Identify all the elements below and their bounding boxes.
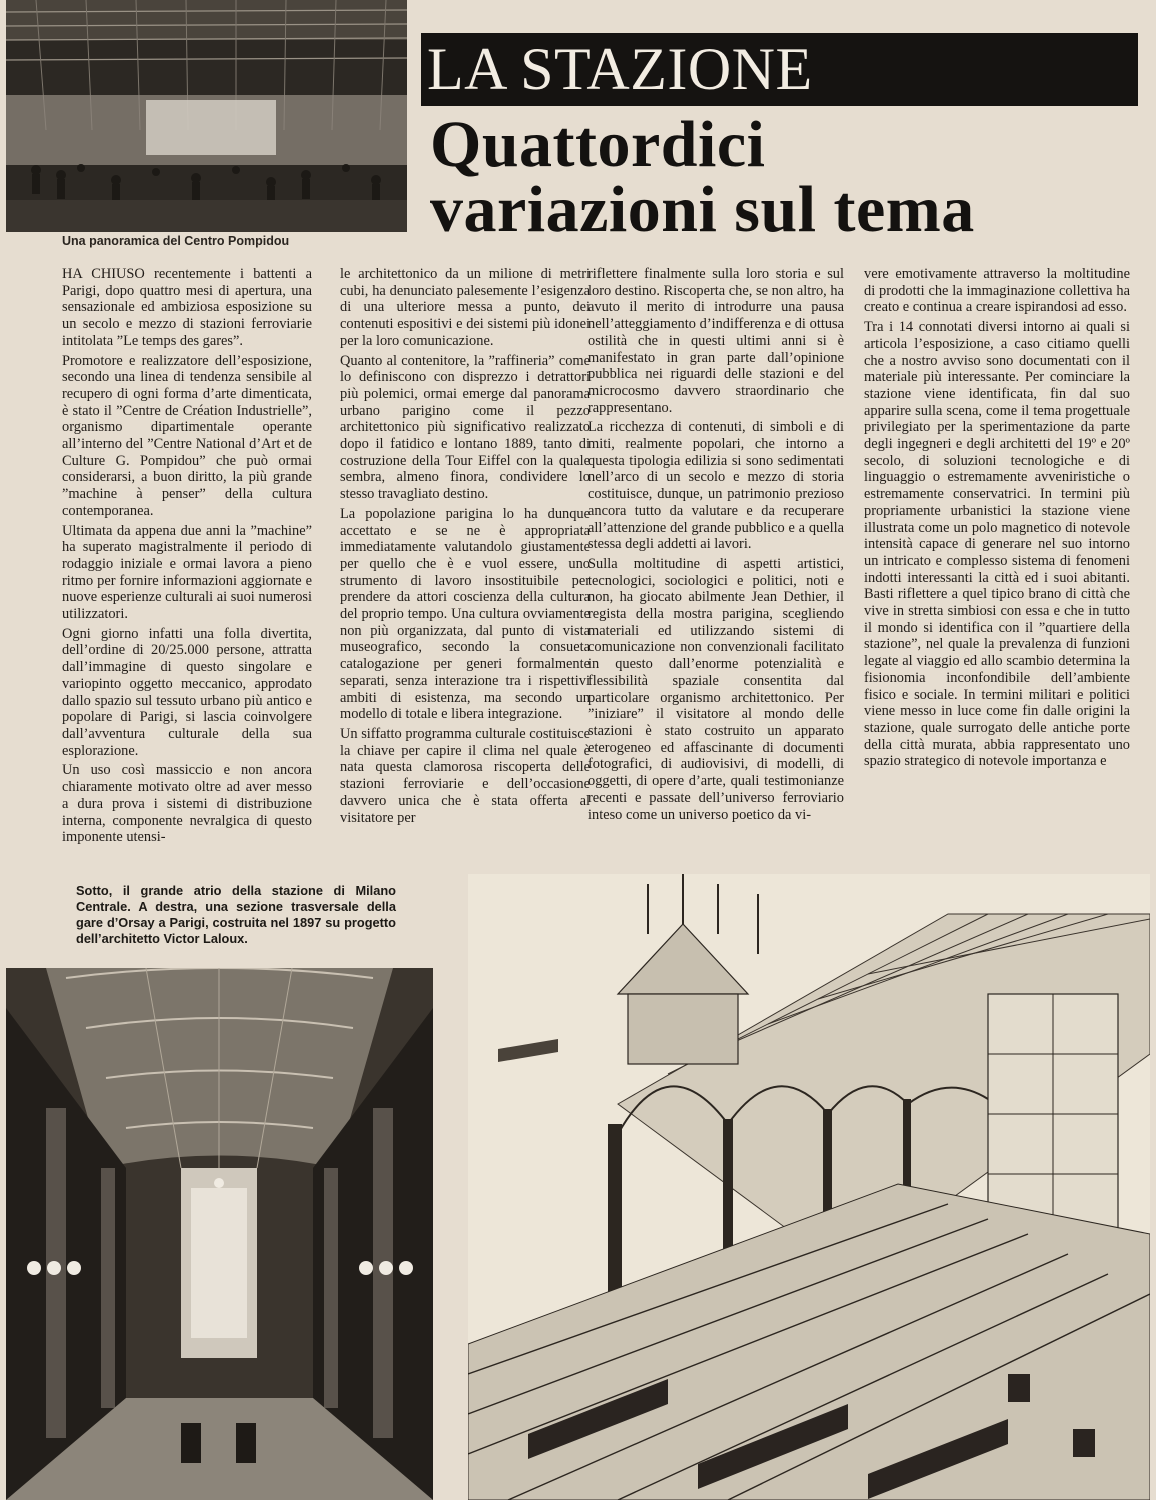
paragraph: HA CHIUSO recentemente i battenti a Parigi, dopo quattro mesi di apertura, una sensazionale ed ambiziosa esposizione su un secolo e mezzo di stazioni ferroviarie intitolata ”Le temps des gares”. <box>62 266 312 349</box>
kicker-banner <box>421 33 1138 106</box>
paragraph: Ogni giorno infatti una folla divertita, dell’ordine di 20/25.000 persone, attratta dall’immagine di questo singolare e variopinto oggetto meccanico, approdato dallo spazio sul tessuto urbano più antico e popolare di Parigi, si lascia coinvolgere dall’avventura culturale della sua esplorazione. <box>62 625 312 759</box>
paragraph: Un uso così massiccio e non ancora chiaramente motivato oltre ad aver messo a dura prova i sistemi di distribuzione interna, componente nevralgica di questo imponente utensi- <box>62 762 312 846</box>
paragraph: le architettonico da un milione di metri cubi, ha denunciato palesemente l’esigenza di una ulteriore messa a punto, dei contenuti espositivi e dei sistemi più idonei per la loro comunicazione. <box>340 266 590 349</box>
paragraph: riflettere finalmente sulla loro storia e sul loro destino. Riscoperta che, se non altro, ha avuto il merito di introdurre una pausa nell’atteggiamento d’indifferenza e di ottusa ostilità che in questi ultimi anni si è manifestato in gran parte dall’opinione pubblica nei riguardi delle stazioni e del microcosmo davvero straordinario che rappresentano. <box>588 266 844 416</box>
headline-line-2: variazioni sul tema <box>430 173 975 246</box>
article-column-2 <box>340 266 590 829</box>
paragraph: Quanto al contenitore, la ”raffineria” come lo definiscono con disprezzo i detrattori più polemici, ormai emerge dal panorama urbano parigino come il pezzo architettonico più significativo realizzato dopo il fatidico e lontano 1889, tanto di costruzione della Tour Eiffel con la quale sembra, almeno finora, condividere lo stesso travagliato destino. <box>340 352 590 503</box>
paragraph: Ultimata da appena due anni la ”machine” ha superato magistralmente il periodo di rodaggio iniziale e ormai lavora a pieno ritmo per fornire informazioni aggiornate e nuove esperienze culturali ai suoi numerosi utilizzatori. <box>62 522 312 623</box>
pompidou-caption: Una panoramica del Centro Pompidou <box>62 234 290 248</box>
headline-line-1: Quattordici <box>430 108 766 181</box>
article-column-4 <box>864 266 1130 773</box>
paragraph: La popolazione parigina lo ha dunque accettato e se ne è appropriata immediatamente valutandolo giustamente per quello che è e vuol essere, uno strumento di lavoro insostituibile per prendere da attori coscienza della cultura del proprio tempo. Una cultura ovviamente non più organizzata, dal punto di vista museografico, secondo la consueta catalogazione per generi formalmente separati, senza interazione tra i rispettivi ambiti di esistenza, ma secondo un modello di totale e libera integrazione. <box>340 505 590 723</box>
pompidou-photo <box>6 0 407 232</box>
headline <box>430 108 975 246</box>
article-column-1 <box>62 266 312 849</box>
paragraph: Un siffatto programma culturale costituisce la chiave per capire il clima nel quale è nata questa clamorosa riscoperta delle stazioni ferroviarie e dell’occasione davvero unica che è stata offerta al visitatore per <box>340 725 590 826</box>
paragraph: La ricchezza di contenuti, di simboli e di miti, realmente popolari, che intorno a questa tipologia edilizia si sono sedimentati nell’arco di un secolo e mezzo di storia costituisce, dunque, un patrimonio prezioso ancora tutto da valutare e da recuperare all’attenzione del grande pubblico e a quella stessa degli addetti ai lavori. <box>588 419 844 553</box>
milano-centrale-photo <box>6 968 433 1500</box>
paragraph: vere emotivamente attraverso la moltitudine di prodotti che la immaginazione collettiva ha creato e continua a creare ispirandosi ad esso. <box>864 266 1130 316</box>
gare-orsay-illustration <box>468 874 1150 1500</box>
section-kicker: LA STAZIONE <box>427 36 813 102</box>
article-column-3 <box>588 266 844 826</box>
bottom-caption: Sotto, il grande atrio della stazione di Milano Centrale. A destra, una sezione trasversale della gare d’Orsay a Parigi, costruita nel 1897 su progetto dell’architetto Victor Laloux. <box>76 883 396 946</box>
paragraph: Sulla moltitudine di aspetti artistici, tecnologici, sociologici e politici, noti e non, ha giocato abilmente Jean Dethier, il regista della mostra parigina, scegliendo materiali ed utilizzando sistemi di comunicazione non convenzionali facilitato in questo dall’enorme potenzialità e flessibilità spaziale consentita dal particolare organismo architettonico. Per ”iniziare” il visitatore al mondo delle stazioni è stato costruito un apparato eterogeneo ed affascinante di documenti fotografici, di audiovisivi, di modelli, di oggetti, di opere d’arte, quali testimonianze recenti e passate dell’universo ferroviario inteso come un universo poetico da vi- <box>588 555 844 823</box>
paragraph: Tra i 14 connotati diversi intorno ai quali si articola l’esposizione, a caso citiamo quelli che a nostro avviso sono documentati con il materiale più interessante. Per cominciare la stazione viene identificata, fin dal suo apparire sulla scena, come il tema progettuale privilegiato per la sperimentazione da parte degli ingegneri e degli architetti del 19º e 20º secolo, di soluzioni tecnologiche e di linguaggio o estremamente avveniristiche o estremamente conservatrici. In termini più propriamente urbanistici la stazione viene illustrata come un polo magnetico di notevole intensità capace di generare nel suo intorno un intricato e complesso sistema di fenomeni indotti interessanti la città ed i suoi abitanti. Basti riflettere a quel tipico brano di città che vive in stretta simbiosi con essa e che in tutto il mondo si identifica con il ”quartiere della stazione”, nel quale la prevalenza di funzioni legate al viaggio ed allo scambio determina la fisionomia inconfondibile dell’ambiente fisico e sociale. In termini militari e politici viene messo in luce come fin dalle origini la stazione, quale surrogato delle antiche porte della città murata, abbia rappresentato uno spazio strategico di notevole importanza e <box>864 319 1130 770</box>
paragraph: Promotore e realizzatore dell’esposizione, secondo una linea di tendenza sensibile al recupero di ogni forma d’arte dimenticata, è stato il ”Centre de Création Industrielle”, organismo dipartimentale operante all’interno del ”Centre National d’Art et de Culture G. Pompidou” che può ormai considerarsi, a buon diritto, la più grande ”machine à penser” della cultura contemporanea. <box>62 352 312 519</box>
